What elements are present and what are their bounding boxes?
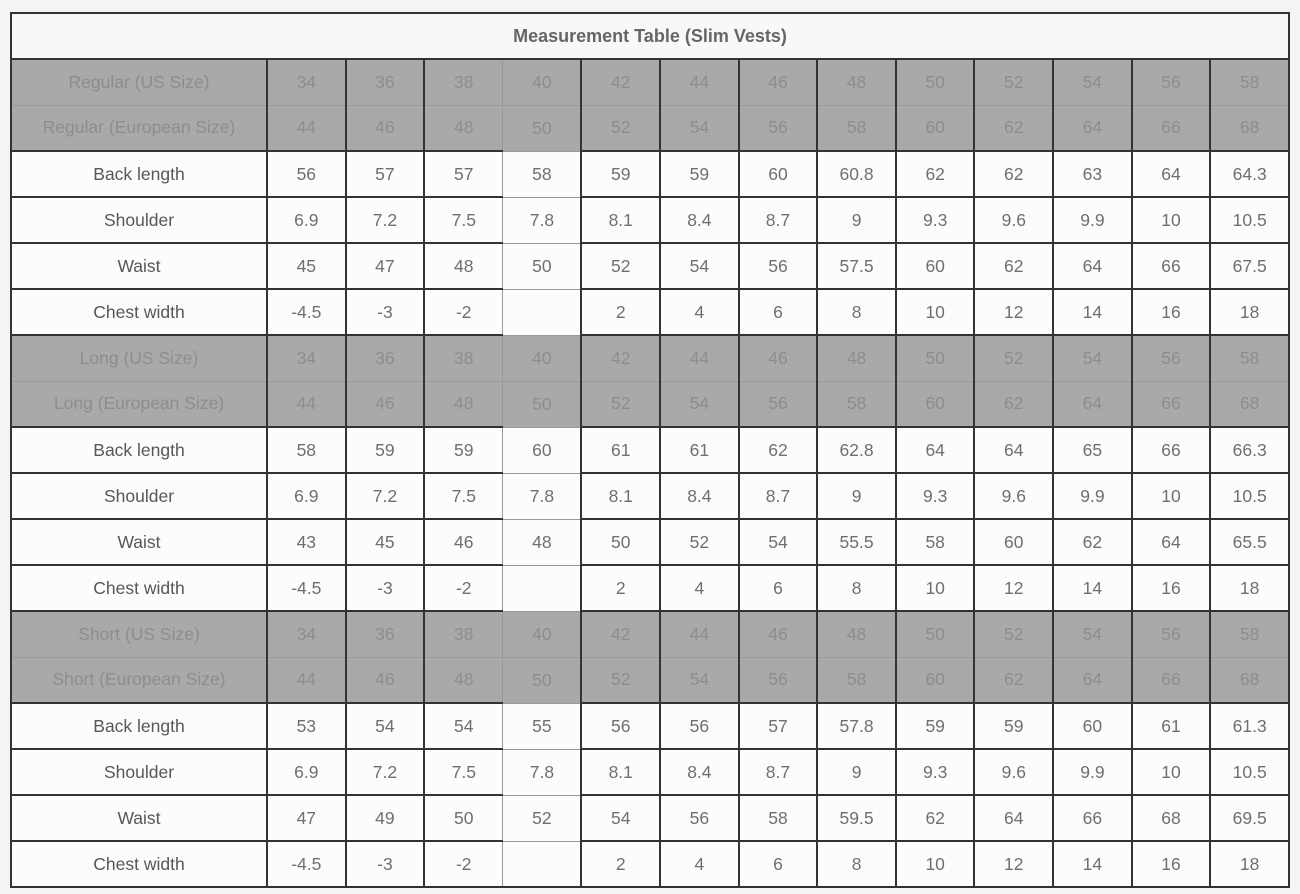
us-size-cell: 46 bbox=[739, 611, 818, 657]
measurement-value-cell: 10.5 bbox=[1210, 749, 1289, 795]
eu-size-cell: 56 bbox=[739, 657, 818, 703]
us-size-cell: 38 bbox=[424, 335, 503, 381]
size-header-row-eu bbox=[11, 657, 1289, 703]
measurement-value-cell: 7.5 bbox=[424, 749, 503, 795]
size-header-row-us bbox=[11, 335, 1289, 381]
section-us-label: Long (US Size) bbox=[11, 335, 267, 381]
measurement-row-label: Waist bbox=[11, 795, 267, 841]
measurement-value-cell: 4 bbox=[660, 565, 739, 611]
measurement-value-cell: 16 bbox=[1132, 841, 1211, 887]
eu-size-cell: 58 bbox=[817, 657, 896, 703]
measurement-value-cell: 9 bbox=[817, 749, 896, 795]
measurement-value-cell: 52 bbox=[581, 243, 660, 289]
measurement-value-cell: 8.4 bbox=[660, 197, 739, 243]
measurement-value-cell: 61 bbox=[1132, 703, 1211, 749]
measurement-value-cell: -2 bbox=[424, 841, 503, 887]
measurement-value-cell: 59 bbox=[974, 703, 1053, 749]
us-size-cell: 52 bbox=[974, 335, 1053, 381]
eu-size-cell: 56 bbox=[739, 381, 818, 427]
measurement-value-cell: 4 bbox=[660, 289, 739, 335]
measurement-value-cell: 9.9 bbox=[1053, 197, 1132, 243]
measurement-value-cell: 8 bbox=[817, 841, 896, 887]
measurement-value-cell: 56 bbox=[267, 151, 346, 197]
measurement-value-cell: 12 bbox=[974, 565, 1053, 611]
measurement-value-cell: 8.1 bbox=[581, 749, 660, 795]
measurement-value-cell: 9 bbox=[817, 197, 896, 243]
measurement-value-cell: 58 bbox=[739, 795, 818, 841]
measurement-row-label: Back length bbox=[11, 151, 267, 197]
measurement-value-cell: 8.1 bbox=[581, 197, 660, 243]
us-size-cell: 56 bbox=[1132, 335, 1211, 381]
measurement-value-cell: 10.5 bbox=[1210, 473, 1289, 519]
measurement-value-cell: 59 bbox=[581, 151, 660, 197]
measurement-value-cell: 2 bbox=[581, 841, 660, 887]
eu-size-cell: 46 bbox=[346, 381, 425, 427]
measurement-value-cell: 56 bbox=[660, 703, 739, 749]
measurement-value-cell: 56 bbox=[581, 703, 660, 749]
measurement-value-cell: 6 bbox=[739, 841, 818, 887]
eu-size-cell: 66 bbox=[1132, 381, 1211, 427]
measurement-row bbox=[11, 427, 1289, 473]
measurement-value-cell: 60 bbox=[739, 151, 818, 197]
measurement-value-cell: 6 bbox=[739, 565, 818, 611]
measurement-value-cell: 55.5 bbox=[817, 519, 896, 565]
eu-size-cell: 60 bbox=[896, 657, 975, 703]
us-size-cell: 36 bbox=[346, 611, 425, 657]
measurement-value-cell: 12 bbox=[974, 289, 1053, 335]
eu-size-cell: 48 bbox=[424, 657, 503, 703]
eu-size-cell: 44 bbox=[267, 105, 346, 151]
measurement-value-cell: -4.5 bbox=[267, 565, 346, 611]
eu-size-cell: 54 bbox=[660, 381, 739, 427]
eu-size-cell: 64 bbox=[1053, 657, 1132, 703]
eu-size-cell: 60 bbox=[896, 105, 975, 151]
measurement-value-cell: 9.6 bbox=[974, 197, 1053, 243]
measurement-value-cell: 59 bbox=[424, 427, 503, 473]
us-size-cell: 40 bbox=[503, 59, 582, 105]
measurement-value-cell: -3 bbox=[346, 565, 425, 611]
measurement-value-cell: 45 bbox=[346, 519, 425, 565]
measurement-value-cell: 45 bbox=[267, 243, 346, 289]
measurement-value-cell: 52 bbox=[503, 795, 582, 841]
measurement-value-cell: 7.8 bbox=[503, 197, 582, 243]
section-eu-label: Long (European Size) bbox=[11, 381, 267, 427]
measurement-value-cell: 60 bbox=[1053, 703, 1132, 749]
us-size-cell: 34 bbox=[267, 335, 346, 381]
measurement-value-cell: 6.9 bbox=[267, 473, 346, 519]
measurement-value-cell: 61 bbox=[581, 427, 660, 473]
measurement-value-cell: 58 bbox=[896, 519, 975, 565]
measurement-value-cell: 60 bbox=[896, 243, 975, 289]
measurement-value-cell: 62 bbox=[896, 795, 975, 841]
measurement-row bbox=[11, 289, 1289, 335]
table-title: Measurement Table (Slim Vests) bbox=[11, 13, 1289, 59]
measurement-row bbox=[11, 795, 1289, 841]
measurement-value-cell: 65 bbox=[1053, 427, 1132, 473]
us-size-cell: 54 bbox=[1053, 59, 1132, 105]
us-size-cell: 34 bbox=[267, 59, 346, 105]
measurement-value-cell: -3 bbox=[346, 289, 425, 335]
measurement-value-cell: 6.9 bbox=[267, 197, 346, 243]
measurement-value-cell: 61 bbox=[660, 427, 739, 473]
us-size-cell: 38 bbox=[424, 611, 503, 657]
measurement-value-cell: 64 bbox=[1132, 151, 1211, 197]
size-header-row-us bbox=[11, 611, 1289, 657]
eu-size-cell: 44 bbox=[267, 657, 346, 703]
us-size-cell: 58 bbox=[1210, 335, 1289, 381]
us-size-cell: 58 bbox=[1210, 611, 1289, 657]
measurement-value-cell: -4.5 bbox=[267, 841, 346, 887]
measurement-value-cell: 9.3 bbox=[896, 197, 975, 243]
measurement-value-cell: 64.3 bbox=[1210, 151, 1289, 197]
measurement-value-cell: -4.5 bbox=[267, 289, 346, 335]
measurement-value-cell bbox=[503, 841, 582, 887]
measurement-value-cell: 50 bbox=[503, 243, 582, 289]
us-size-cell: 54 bbox=[1053, 611, 1132, 657]
measurement-value-cell: 62 bbox=[739, 427, 818, 473]
measurement-value-cell: 64 bbox=[896, 427, 975, 473]
eu-size-cell: 64 bbox=[1053, 105, 1132, 151]
measurement-value-cell: 18 bbox=[1210, 565, 1289, 611]
measurement-row bbox=[11, 243, 1289, 289]
us-size-cell: 58 bbox=[1210, 59, 1289, 105]
us-size-cell: 42 bbox=[581, 335, 660, 381]
measurement-value-cell: 64 bbox=[974, 427, 1053, 473]
measurement-value-cell: 64 bbox=[1053, 243, 1132, 289]
eu-size-cell: 66 bbox=[1132, 105, 1211, 151]
measurement-value-cell: 14 bbox=[1053, 565, 1132, 611]
us-size-cell: 56 bbox=[1132, 59, 1211, 105]
us-size-cell: 36 bbox=[346, 335, 425, 381]
measurement-value-cell: 50 bbox=[581, 519, 660, 565]
measurement-value-cell: 59 bbox=[346, 427, 425, 473]
eu-size-cell: 50 bbox=[503, 105, 582, 151]
measurement-value-cell: 8.7 bbox=[739, 473, 818, 519]
us-size-cell: 52 bbox=[974, 59, 1053, 105]
measurement-value-cell: 66 bbox=[1132, 243, 1211, 289]
section-eu-label: Short (European Size) bbox=[11, 657, 267, 703]
us-size-cell: 44 bbox=[660, 59, 739, 105]
measurement-value-cell: 64 bbox=[974, 795, 1053, 841]
measurement-row-label: Waist bbox=[11, 243, 267, 289]
measurement-value-cell: 48 bbox=[503, 519, 582, 565]
measurement-value-cell: 52 bbox=[660, 519, 739, 565]
measurement-value-cell: 57 bbox=[424, 151, 503, 197]
section-us-label: Short (US Size) bbox=[11, 611, 267, 657]
eu-size-cell: 48 bbox=[424, 381, 503, 427]
eu-size-cell: 46 bbox=[346, 105, 425, 151]
measurement-value-cell: 10 bbox=[896, 289, 975, 335]
measurement-value-cell: 56 bbox=[660, 795, 739, 841]
measurement-value-cell: 9.3 bbox=[896, 473, 975, 519]
measurement-value-cell bbox=[503, 565, 582, 611]
measurement-value-cell: 66 bbox=[1053, 795, 1132, 841]
measurement-row-label: Chest width bbox=[11, 289, 267, 335]
size-header-row-eu bbox=[11, 381, 1289, 427]
measurement-value-cell: 10 bbox=[1132, 197, 1211, 243]
measurement-value-cell: 9.3 bbox=[896, 749, 975, 795]
eu-size-cell: 64 bbox=[1053, 381, 1132, 427]
eu-size-cell: 52 bbox=[581, 381, 660, 427]
measurement-value-cell: 60.8 bbox=[817, 151, 896, 197]
measurement-row bbox=[11, 197, 1289, 243]
measurement-value-cell: 7.5 bbox=[424, 197, 503, 243]
measurement-value-cell: 67.5 bbox=[1210, 243, 1289, 289]
measurement-row bbox=[11, 519, 1289, 565]
measurement-value-cell: 62.8 bbox=[817, 427, 896, 473]
measurement-value-cell: 58 bbox=[503, 151, 582, 197]
measurement-value-cell: 69.5 bbox=[1210, 795, 1289, 841]
measurement-value-cell: 18 bbox=[1210, 841, 1289, 887]
measurement-value-cell: 53 bbox=[267, 703, 346, 749]
measurement-value-cell bbox=[503, 289, 582, 335]
us-size-cell: 42 bbox=[581, 611, 660, 657]
measurement-value-cell: 62 bbox=[974, 243, 1053, 289]
eu-size-cell: 44 bbox=[267, 381, 346, 427]
measurement-value-cell: 61.3 bbox=[1210, 703, 1289, 749]
measurement-value-cell: 7.2 bbox=[346, 749, 425, 795]
us-size-cell: 48 bbox=[817, 611, 896, 657]
eu-size-cell: 56 bbox=[739, 105, 818, 151]
us-size-cell: 36 bbox=[346, 59, 425, 105]
measurement-value-cell: 8.4 bbox=[660, 749, 739, 795]
measurement-value-cell: 66 bbox=[1132, 427, 1211, 473]
eu-size-cell: 62 bbox=[974, 105, 1053, 151]
eu-size-cell: 50 bbox=[503, 657, 582, 703]
us-size-cell: 40 bbox=[503, 611, 582, 657]
measurement-value-cell: 6.9 bbox=[267, 749, 346, 795]
measurement-value-cell: 54 bbox=[660, 243, 739, 289]
measurement-row bbox=[11, 703, 1289, 749]
measurement-value-cell: 7.8 bbox=[503, 749, 582, 795]
measurement-value-cell: 9.6 bbox=[974, 749, 1053, 795]
measurement-value-cell: 63 bbox=[1053, 151, 1132, 197]
measurement-value-cell: 2 bbox=[581, 289, 660, 335]
eu-size-cell: 58 bbox=[817, 381, 896, 427]
us-size-cell: 44 bbox=[660, 335, 739, 381]
us-size-cell: 52 bbox=[974, 611, 1053, 657]
measurement-row-label: Back length bbox=[11, 703, 267, 749]
eu-size-cell: 68 bbox=[1210, 657, 1289, 703]
measurement-value-cell: 59.5 bbox=[817, 795, 896, 841]
section-us-label: Regular (US Size) bbox=[11, 59, 267, 105]
eu-size-cell: 58 bbox=[817, 105, 896, 151]
measurement-row bbox=[11, 151, 1289, 197]
us-size-cell: 54 bbox=[1053, 335, 1132, 381]
us-size-cell: 50 bbox=[896, 611, 975, 657]
measurement-value-cell: 57 bbox=[739, 703, 818, 749]
measurement-value-cell: 8 bbox=[817, 565, 896, 611]
measurement-value-cell: 58 bbox=[267, 427, 346, 473]
eu-size-cell: 48 bbox=[424, 105, 503, 151]
us-size-cell: 48 bbox=[817, 335, 896, 381]
measurement-value-cell: 10 bbox=[896, 841, 975, 887]
measurement-table-container bbox=[10, 12, 1290, 888]
measurement-value-cell: 7.8 bbox=[503, 473, 582, 519]
measurement-value-cell: 50 bbox=[424, 795, 503, 841]
us-size-cell: 38 bbox=[424, 59, 503, 105]
eu-size-cell: 66 bbox=[1132, 657, 1211, 703]
us-size-cell: 50 bbox=[896, 335, 975, 381]
eu-size-cell: 62 bbox=[974, 657, 1053, 703]
measurement-value-cell: 49 bbox=[346, 795, 425, 841]
measurement-value-cell: 62 bbox=[896, 151, 975, 197]
measurement-value-cell: 8.4 bbox=[660, 473, 739, 519]
measurement-value-cell: -2 bbox=[424, 565, 503, 611]
measurement-value-cell: 59 bbox=[660, 151, 739, 197]
measurement-value-cell: 7.2 bbox=[346, 197, 425, 243]
measurement-value-cell: 8.7 bbox=[739, 749, 818, 795]
measurement-value-cell: 16 bbox=[1132, 289, 1211, 335]
us-size-cell: 50 bbox=[896, 59, 975, 105]
eu-size-cell: 68 bbox=[1210, 105, 1289, 151]
eu-size-cell: 46 bbox=[346, 657, 425, 703]
section-eu-label: Regular (European Size) bbox=[11, 105, 267, 151]
size-header-row-us bbox=[11, 59, 1289, 105]
size-header-row-eu bbox=[11, 105, 1289, 151]
measurement-value-cell: 18 bbox=[1210, 289, 1289, 335]
measurement-row-label: Shoulder bbox=[11, 473, 267, 519]
eu-size-cell: 50 bbox=[503, 381, 582, 427]
measurement-value-cell: 59 bbox=[896, 703, 975, 749]
measurement-value-cell: 46 bbox=[424, 519, 503, 565]
measurement-value-cell: 47 bbox=[267, 795, 346, 841]
title-row bbox=[11, 13, 1289, 59]
measurement-value-cell: 60 bbox=[974, 519, 1053, 565]
measurement-value-cell: 9 bbox=[817, 473, 896, 519]
measurement-value-cell: 9.9 bbox=[1053, 473, 1132, 519]
measurement-value-cell: 8.7 bbox=[739, 197, 818, 243]
measurement-value-cell: 7.2 bbox=[346, 473, 425, 519]
us-size-cell: 48 bbox=[817, 59, 896, 105]
measurement-value-cell: 6 bbox=[739, 289, 818, 335]
measurement-value-cell: 43 bbox=[267, 519, 346, 565]
eu-size-cell: 52 bbox=[581, 105, 660, 151]
measurement-value-cell: 8 bbox=[817, 289, 896, 335]
measurement-value-cell: 55 bbox=[503, 703, 582, 749]
us-size-cell: 46 bbox=[739, 335, 818, 381]
eu-size-cell: 54 bbox=[660, 105, 739, 151]
eu-size-cell: 60 bbox=[896, 381, 975, 427]
measurement-value-cell: 10 bbox=[1132, 473, 1211, 519]
measurement-table bbox=[10, 12, 1290, 888]
measurement-value-cell: 62 bbox=[1053, 519, 1132, 565]
measurement-value-cell: 54 bbox=[581, 795, 660, 841]
measurement-value-cell: 10 bbox=[1132, 749, 1211, 795]
measurement-value-cell: 62 bbox=[974, 151, 1053, 197]
measurement-value-cell: 68 bbox=[1132, 795, 1211, 841]
measurement-row bbox=[11, 473, 1289, 519]
measurement-value-cell: 4 bbox=[660, 841, 739, 887]
measurement-value-cell: 16 bbox=[1132, 565, 1211, 611]
us-size-cell: 42 bbox=[581, 59, 660, 105]
measurement-value-cell: 14 bbox=[1053, 841, 1132, 887]
us-size-cell: 46 bbox=[739, 59, 818, 105]
measurement-value-cell: 57 bbox=[346, 151, 425, 197]
measurement-value-cell: 9.6 bbox=[974, 473, 1053, 519]
measurement-value-cell: 48 bbox=[424, 243, 503, 289]
measurement-value-cell: 54 bbox=[424, 703, 503, 749]
measurement-row-label: Shoulder bbox=[11, 749, 267, 795]
measurement-value-cell: 57.5 bbox=[817, 243, 896, 289]
measurement-value-cell: -2 bbox=[424, 289, 503, 335]
us-size-cell: 34 bbox=[267, 611, 346, 657]
measurement-value-cell: 60 bbox=[503, 427, 582, 473]
eu-size-cell: 54 bbox=[660, 657, 739, 703]
measurement-row bbox=[11, 841, 1289, 887]
measurement-row bbox=[11, 749, 1289, 795]
measurement-value-cell: 54 bbox=[346, 703, 425, 749]
measurement-value-cell: 57.8 bbox=[817, 703, 896, 749]
eu-size-cell: 62 bbox=[974, 381, 1053, 427]
us-size-cell: 56 bbox=[1132, 611, 1211, 657]
us-size-cell: 44 bbox=[660, 611, 739, 657]
measurement-row bbox=[11, 565, 1289, 611]
measurement-value-cell: 56 bbox=[739, 243, 818, 289]
measurement-row-label: Waist bbox=[11, 519, 267, 565]
measurement-value-cell: 7.5 bbox=[424, 473, 503, 519]
measurement-value-cell: -3 bbox=[346, 841, 425, 887]
measurement-value-cell: 8.1 bbox=[581, 473, 660, 519]
measurement-value-cell: 9.9 bbox=[1053, 749, 1132, 795]
measurement-value-cell: 12 bbox=[974, 841, 1053, 887]
measurement-value-cell: 47 bbox=[346, 243, 425, 289]
measurement-value-cell: 54 bbox=[739, 519, 818, 565]
measurement-value-cell: 65.5 bbox=[1210, 519, 1289, 565]
eu-size-cell: 52 bbox=[581, 657, 660, 703]
eu-size-cell: 68 bbox=[1210, 381, 1289, 427]
us-size-cell: 40 bbox=[503, 335, 582, 381]
measurement-value-cell: 66.3 bbox=[1210, 427, 1289, 473]
measurement-value-cell: 64 bbox=[1132, 519, 1211, 565]
measurement-row-label: Back length bbox=[11, 427, 267, 473]
measurement-value-cell: 2 bbox=[581, 565, 660, 611]
measurement-row-label: Shoulder bbox=[11, 197, 267, 243]
measurement-value-cell: 10 bbox=[896, 565, 975, 611]
measurement-row-label: Chest width bbox=[11, 841, 267, 887]
measurement-value-cell: 10.5 bbox=[1210, 197, 1289, 243]
measurement-value-cell: 14 bbox=[1053, 289, 1132, 335]
measurement-row-label: Chest width bbox=[11, 565, 267, 611]
